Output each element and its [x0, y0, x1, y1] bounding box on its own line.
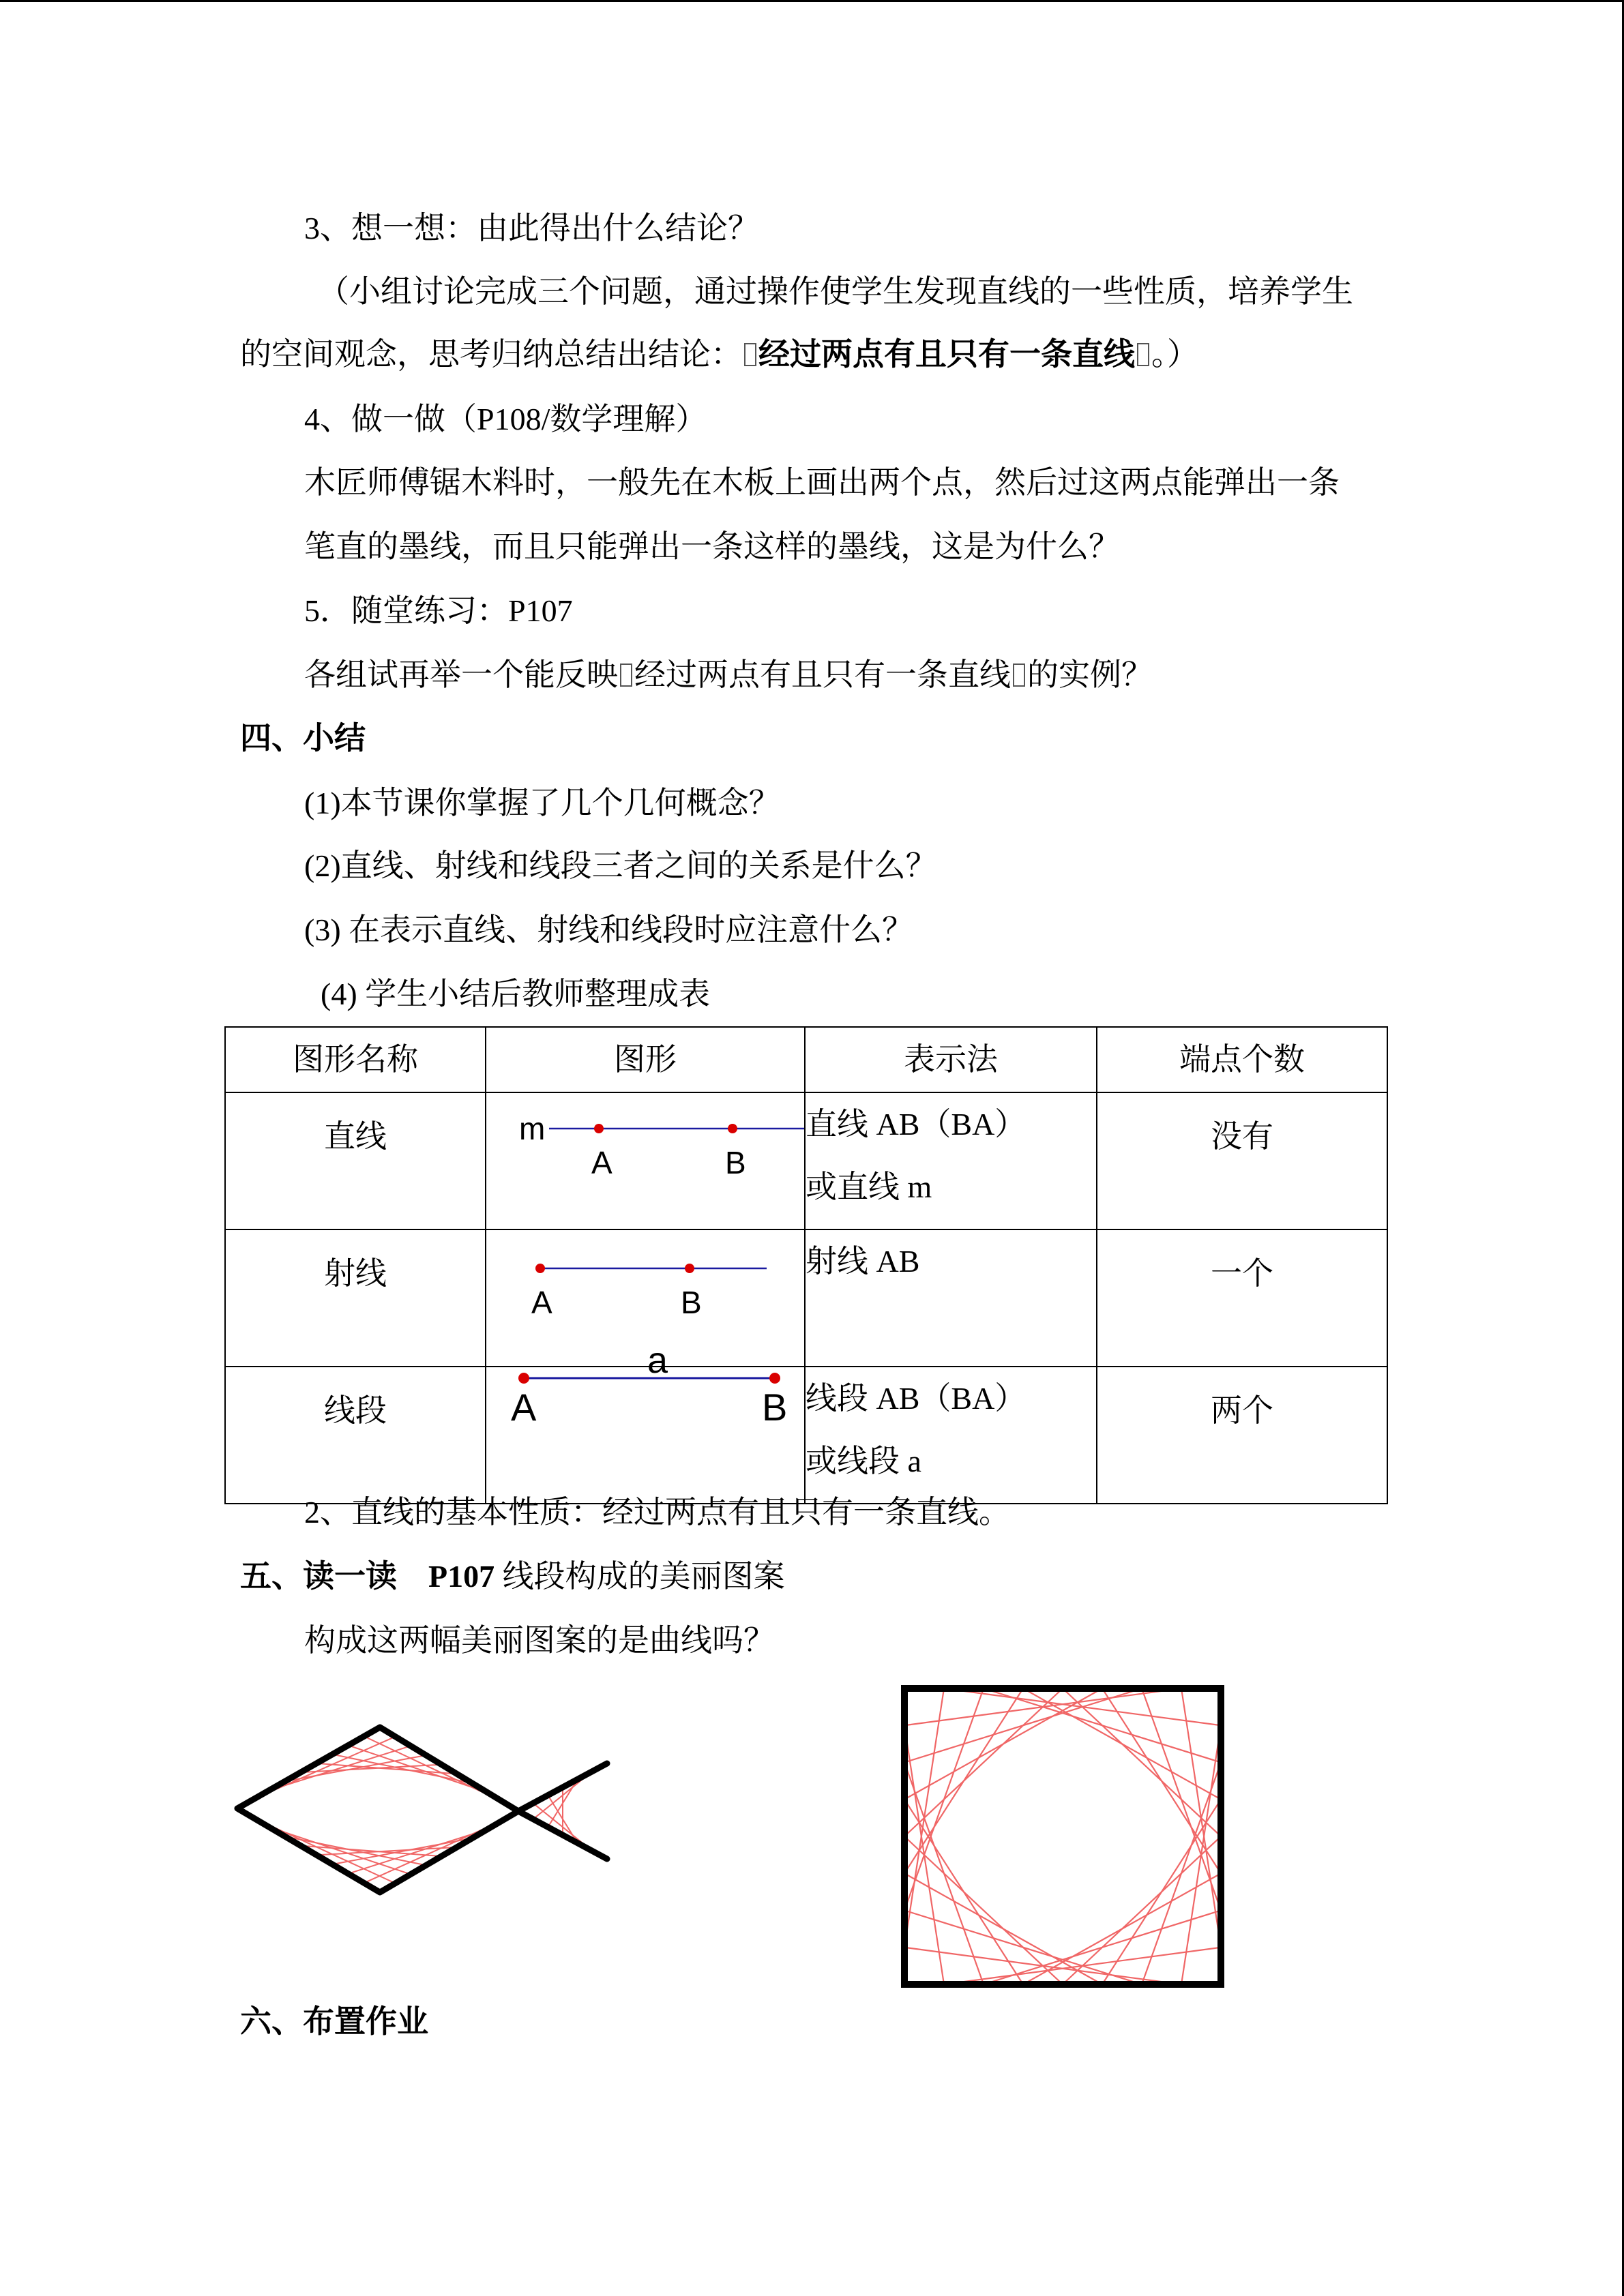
- close-quote-box: [1137, 343, 1149, 366]
- examples-prefix: 各组试再举一个能反映: [304, 657, 618, 692]
- shape-figure-cell: [486, 1092, 805, 1229]
- endpoint-count: 没有: [1211, 1119, 1273, 1154]
- notation-line-1: 线段 AB（BA）: [806, 1381, 1027, 1416]
- string-line: [904, 1688, 1063, 1836]
- paragraph-carpenter-1: 木匠师傅锯木料时，一般先在木板上画出两个点，然后过这两点能弹出一条: [304, 465, 1340, 500]
- read-question: 构成这两幅美丽图案的是曲线吗？: [304, 1623, 775, 1658]
- conclusion-bold: 经过两点有且只有一条直线: [758, 337, 1135, 372]
- fish-pattern-figure: [225, 1705, 621, 1909]
- paragraph-discussion-1: （小组讨论完成三个问题，通过操作使学生发现直线的一些性质，培养学生: [318, 274, 1353, 309]
- shape-name: 直线: [324, 1119, 387, 1154]
- paragraph-examples: [304, 655, 1153, 696]
- paragraph-carpenter-2: 笔直的墨线，而且只能弹出一条这样的墨线，这是为什么？: [304, 529, 1120, 564]
- read-heading-bold: 五、读一读 P107: [240, 1559, 495, 1594]
- point-label-b: B: [762, 1386, 788, 1429]
- summary-table: [224, 1026, 1388, 1504]
- table-header: 图形: [486, 1027, 805, 1092]
- endpoint-cell: [1097, 1092, 1387, 1229]
- string-line: [1063, 1836, 1221, 1984]
- shape-name: 射线: [324, 1256, 387, 1291]
- read-heading-rest: 线段构成的美丽图案: [494, 1559, 785, 1594]
- square-pattern-figure: [899, 1684, 1226, 1991]
- table-header: 图形名称: [225, 1027, 486, 1092]
- point-b: [685, 1264, 694, 1273]
- discussion-suffix: 。）: [1151, 337, 1198, 372]
- notation-cell: [805, 1367, 1097, 1504]
- line-label-m: m: [519, 1111, 546, 1146]
- shape-figure-cell: [486, 1229, 805, 1367]
- table-row: [225, 1367, 1387, 1504]
- square-outline: [904, 1688, 1221, 1984]
- notation-line-1: 射线 AB: [806, 1244, 920, 1279]
- string-line: [1063, 1688, 1221, 1836]
- point-a: [518, 1373, 529, 1384]
- open-quote-box: [620, 664, 632, 687]
- paragraph-practice: 5．随堂练习：P107: [304, 593, 573, 628]
- examples-suffix: 的实例？: [1027, 657, 1153, 692]
- open-quote-box: [744, 343, 756, 366]
- endpoint-cell: [1097, 1229, 1387, 1367]
- notation-cell: [805, 1229, 1097, 1367]
- notation-cell: [805, 1092, 1097, 1229]
- shape-figure-cell: [486, 1340, 805, 1504]
- point-b: [728, 1124, 737, 1133]
- table-row: [225, 1092, 1387, 1229]
- close-quote-box: [1013, 664, 1025, 687]
- shape-name-cell: [225, 1229, 486, 1367]
- point-label-a: A: [591, 1145, 612, 1180]
- examples-mid: 经过两点有且只有一条直线: [634, 657, 1011, 692]
- section-summary-heading: 四、小结: [240, 721, 366, 756]
- notation-line-2: 或线段 a: [806, 1444, 921, 1478]
- point-b: [769, 1373, 780, 1384]
- segment-label-a: a: [647, 1340, 668, 1381]
- point-a: [594, 1124, 604, 1133]
- paragraph-think: 3、想一想：由此得出什么结论？: [304, 211, 759, 245]
- shape-name-cell: [225, 1092, 486, 1229]
- table-header: 表示法: [805, 1027, 1097, 1092]
- point-label-b: B: [725, 1145, 746, 1180]
- fish-outline: [237, 1727, 607, 1892]
- point-label-a: A: [531, 1285, 552, 1320]
- string-line: [904, 1836, 1063, 1984]
- endpoint-count: 一个: [1211, 1256, 1273, 1291]
- summary-question-3: (3) 在表示直线、射线和线段时应注意什么？: [304, 912, 914, 947]
- point-label-b: B: [681, 1285, 702, 1320]
- section-homework-heading: 六、布置作业: [240, 2004, 428, 2039]
- discussion-prefix: 的空间观念，思考归纳总结出结论：: [240, 337, 742, 372]
- table-row: [225, 1229, 1387, 1367]
- paragraph-discussion-2: [240, 334, 1198, 375]
- paragraph-do-it: 4、做一做（P108/数学理解）: [304, 402, 707, 436]
- table-header: 端点个数: [1097, 1027, 1387, 1092]
- square-string-lines: [904, 1688, 1221, 1984]
- segment-figure: [486, 1340, 804, 1495]
- summary-question-4: (4) 学生小结后教师整理成表: [321, 976, 711, 1011]
- notation-line-2: 或直线 m: [806, 1169, 932, 1204]
- endpoint-cell: [1097, 1367, 1387, 1504]
- point-a: [535, 1264, 545, 1273]
- endpoint-count: 两个: [1211, 1393, 1273, 1428]
- point-label-a: A: [511, 1386, 537, 1429]
- summary-question-1: (1)本节课你掌握了几个几何概念？: [304, 786, 780, 820]
- string-line: [904, 1800, 1023, 1984]
- shape-name-cell: [225, 1367, 486, 1504]
- ray-figure: [486, 1230, 804, 1358]
- shape-name: 线段: [324, 1393, 387, 1428]
- line-figure: [486, 1093, 804, 1221]
- section-read-heading: [240, 1556, 785, 1597]
- page-top-border: [0, 0, 1624, 2]
- summary-question-2: (2)直线、射线和线段三者之间的关系是什么？: [304, 848, 937, 883]
- notation-line-1: 直线 AB（BA）: [806, 1107, 1027, 1142]
- basic-property: 2、直线的基本性质：经过两点有且只有一条直线。: [304, 1495, 1010, 1530]
